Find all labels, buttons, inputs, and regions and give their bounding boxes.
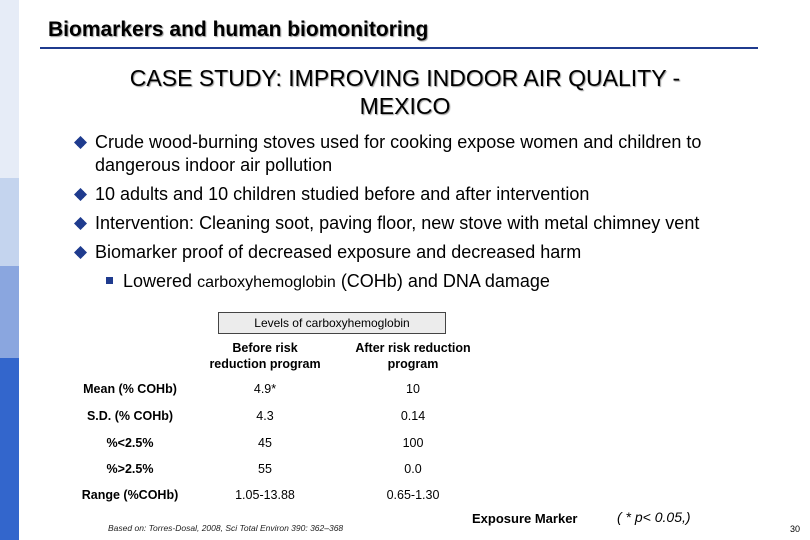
sub-bullet-prefix: Lowered	[123, 271, 198, 291]
column-header-after-line1: After risk reduction	[355, 341, 471, 355]
diamond-bullet-icon	[74, 246, 87, 259]
sub-bullet-suffix: (COHb) and DNA damage	[335, 271, 550, 291]
square-bullet-icon	[106, 277, 113, 284]
header-title: Biomarkers and human biomonitoring	[48, 18, 429, 41]
row-label-above-threshold: %>2.5%	[106, 462, 154, 476]
exposure-marker-label: Exposure Marker	[472, 511, 578, 526]
table-caption: Levels of carboxyhemoglobin	[218, 312, 446, 334]
diamond-bullet-icon	[74, 217, 87, 230]
cell-range-after: 0.65-1.30	[386, 488, 440, 502]
cell-range-before: 1.05-13.88	[235, 488, 295, 502]
sub-bullet-item	[106, 270, 550, 294]
header-divider	[40, 47, 758, 49]
cell-above-before: 55	[258, 462, 272, 476]
left-color-bar	[0, 0, 19, 540]
bullet-text: Intervention: Cleaning soot, paving floor, new stove with metal chimney vent	[95, 213, 700, 233]
row-label-sd: S.D. (% COHb)	[86, 409, 174, 423]
bullet-item	[74, 131, 784, 177]
row-label-mean: Mean (% COHb)	[83, 382, 177, 396]
page-number: 30	[790, 524, 801, 534]
cell-below-before: 45	[258, 436, 272, 450]
diamond-bullet-icon	[74, 188, 87, 201]
bar-segment-dark	[0, 358, 19, 540]
bullet-item	[74, 241, 784, 264]
cell-sd-after: 0.14	[400, 409, 426, 423]
significance-note: ( * p< 0.05,)	[617, 509, 691, 525]
bar-segment-pale	[0, 178, 19, 266]
column-header-before	[205, 340, 325, 372]
cell-sd-before: 4.3	[256, 409, 274, 423]
column-header-before-line2: reduction program	[209, 357, 321, 371]
bar-segment-mid	[0, 266, 19, 358]
column-header-after	[348, 340, 478, 372]
row-label-range: Range (%COHb)	[81, 488, 179, 502]
bullet-text-continued: dangerous indoor air pollution	[95, 155, 333, 175]
column-header-after-line2: program	[387, 357, 439, 371]
bullet-text: Biomarker proof of decreased exposure and decreased harm	[95, 242, 582, 262]
slide-title-line2: MEXICO	[359, 93, 451, 119]
source-citation: Based on: Torres-Dosal, 2008, Sci Total Environ 390: 362–368	[108, 523, 344, 533]
slide-title	[40, 64, 770, 120]
slide-title-line1: CASE STUDY: IMPROVING INDOOR AIR QUALITY -	[129, 65, 681, 91]
diamond-bullet-icon	[74, 136, 87, 149]
row-label-below-threshold: %<2.5%	[106, 436, 154, 450]
cell-above-after: 0.0	[404, 462, 422, 476]
bullet-item	[74, 212, 784, 235]
bullet-text: 10 adults and 10 children studied before and after intervention	[95, 184, 590, 204]
cell-below-after: 100	[402, 436, 424, 450]
column-header-before-line1: Before risk	[232, 341, 298, 355]
cell-mean-before: 4.9*	[253, 382, 277, 396]
bullet-list	[74, 131, 784, 270]
cell-mean-after: 10	[406, 382, 420, 396]
bullet-item	[74, 183, 784, 206]
bar-segment-light	[0, 0, 19, 178]
sub-bullet-term: carboxyhemoglobin	[197, 274, 336, 291]
bullet-text: Crude wood-burning stoves used for cooking expose women and children to	[95, 132, 702, 152]
